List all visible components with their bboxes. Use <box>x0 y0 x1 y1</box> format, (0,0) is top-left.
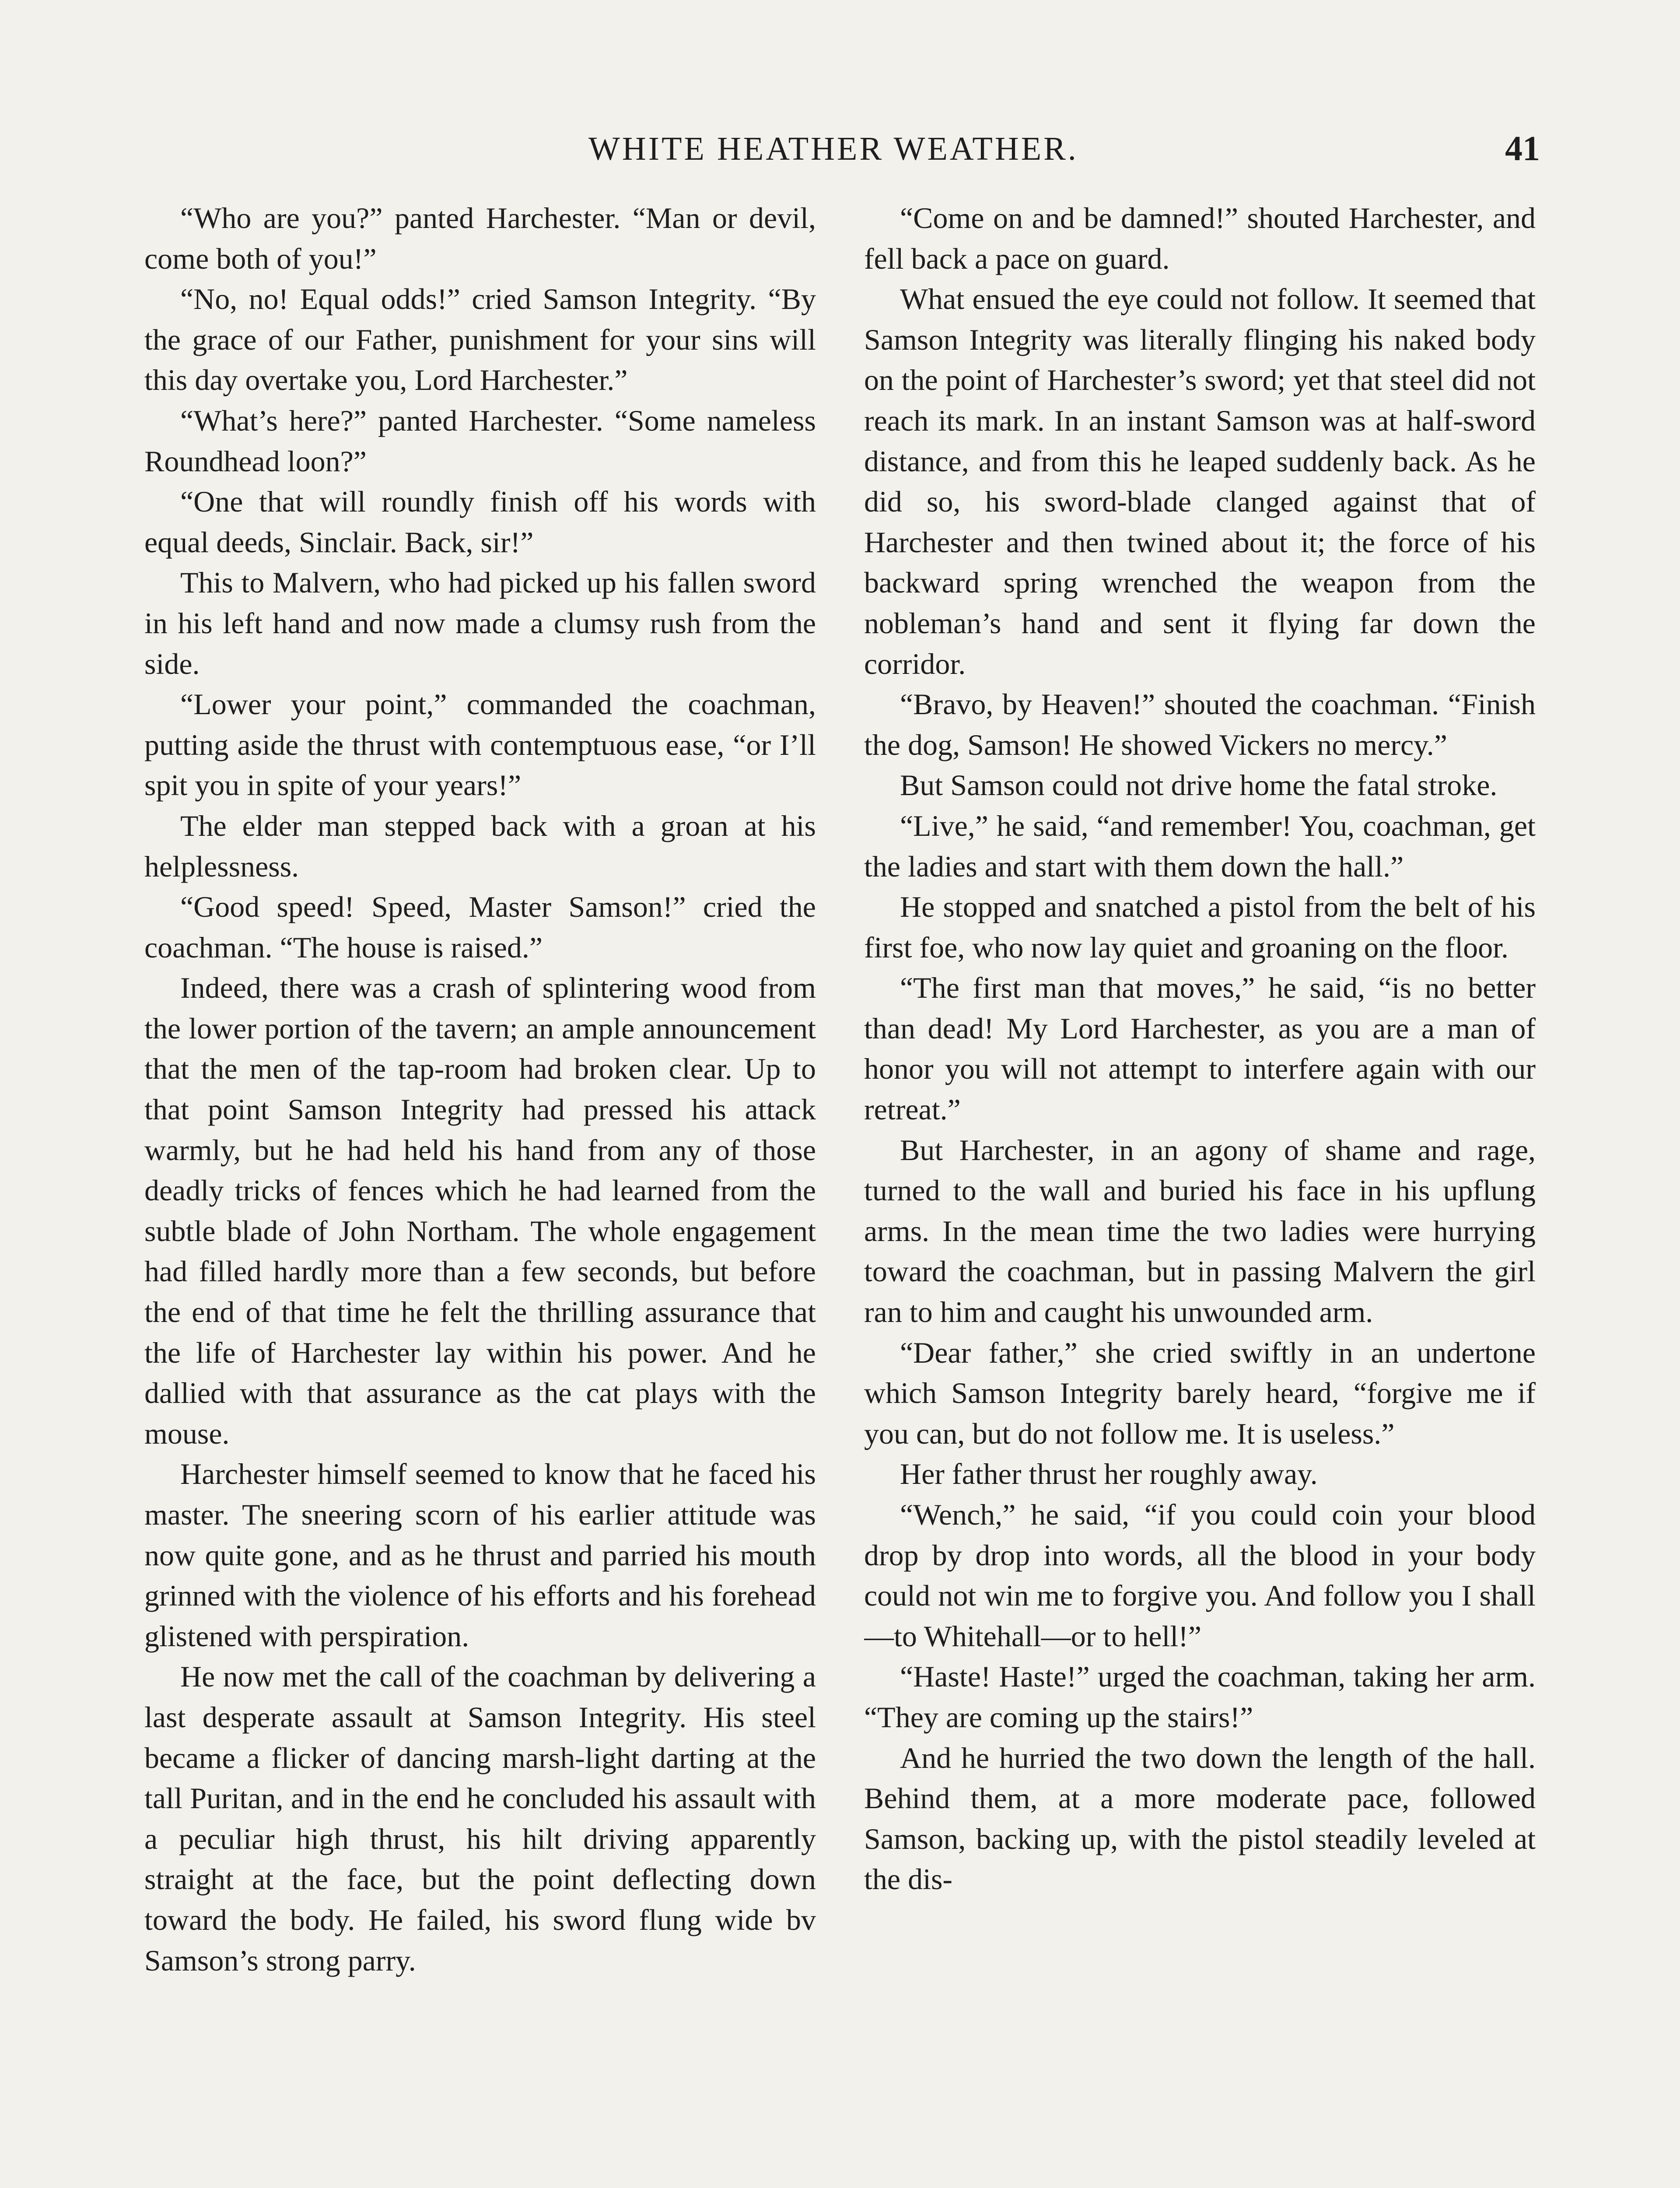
paragraph: Harchester himself seemed to know that he faced his master. The sneering scorn of his earlier attitude was now quite gone, and as he thrust and parried his mouth grinned with the violence of his efforts and his forehead glistened with perspiration. <box>144 1457 816 1653</box>
paragraph: But Samson could not drive home the fatal stroke. <box>900 768 1498 802</box>
paragraph: “Live,” he said, “and remember! You, coachman, get the ladies and start with them down the hall.” <box>864 809 1536 883</box>
paragraph: And he hurried the two down the length of the hall. Behind them, at a more moderate pace, followed Samson, backing up, with the pistol steadily leveled at the dis- <box>864 1741 1536 1896</box>
paragraph: Her father thrust her roughly away. <box>900 1457 1318 1491</box>
running-title: WHITE HEATHER WEATHER. <box>588 130 1078 167</box>
paragraph: “One that will roundly finish off his words with equal deeds, Sinclair. Back, sir!” <box>144 485 816 559</box>
page-number: 41 <box>1505 130 1540 168</box>
paragraph: What ensued the eye could not follow. It seemed that Samson Integrity was literally flinging his naked body on the point of Harchester’s sword; yet that steel did not reach its mark. In an instant Samson was at half-sword distance, and from this he leaped suddenly back. As he did so, his sword-blade clanged against that of Harchester and then twined about it; the force of his backward spring wrenched the weapon from the nobleman’s hand and sent it flying far down the corridor. <box>864 282 1536 680</box>
paragraph: “Dear father,” she cried swiftly in an undertone which Samson Integrity barely heard, “forgive me if you can, but do not follow me. It is useless.” <box>864 1336 1536 1450</box>
paragraph: He stopped and snatched a pistol from the belt of his first foe, who now lay quiet and groaning on the floor. <box>864 890 1536 964</box>
paragraph: He now met the call of the coachman by delivering a last desperate assault at Samson Integrity. His steel became a flicker of dancing marsh-light darting at the tall Puritan, and in the end he concluded his assault with a peculiar high thrust, his hilt driving apparently straight at the face, but the point deflecting down toward the body. He failed, his sword flung wide bv Samson’s strong parry. <box>144 1660 816 1977</box>
paragraph: The elder man stepped back with a groan at his helplessness. <box>144 809 816 883</box>
right-column <box>864 198 1536 2188</box>
paragraph: But Harchester, in an agony of shame and rage, turned to the wall and buried his face in his upflung arms. In the mean time the two ladies were hurrying toward the coachman, but in passing Malvern the girl ran to him and caught his unwounded arm. <box>864 1133 1536 1329</box>
paragraph: This to Malvern, who had picked up his fallen sword in his left hand and now made a clumsy rush from the side. <box>144 566 816 680</box>
paragraph: “Come on and be damned!” shouted Harchester, and fell back a pace on guard. <box>864 201 1536 275</box>
paragraph: “Wench,” he said, “if you could coin your blood drop by drop into words, all the blood in your body could not win me to forgive you. And follow you I shall—to Whitehall—or to hell!” <box>864 1498 1536 1653</box>
paragraph: “Who are you?” panted Harchester. “Man or devil, come both of you!” <box>144 201 816 275</box>
paragraph: “Lower your point,” commanded the coachman, putting aside the thrust with contemptuous ease, “or I’ll spit you in spite of your years!” <box>144 687 816 802</box>
paragraph: “Good speed! Speed, Master Samson!” cried the coachman. “The house is raised.” <box>144 890 816 964</box>
paragraph: “Haste! Haste!” urged the coachman, taking her arm. “They are coming up the stairs!” <box>864 1660 1536 1734</box>
paragraph: “The first man that moves,” he said, “is no better than dead! My Lord Harchester, as you are a man of honor you will not attempt to interfere again with our retreat.” <box>864 971 1536 1126</box>
paragraph: “What’s here?” panted Harchester. “Some nameless Roundhead loon?” <box>144 403 816 478</box>
paragraph: “Bravo, by Heaven!” shouted the coachman. “Finish the dog, Samson! He showed Vickers no mercy.” <box>864 687 1536 761</box>
paragraph: Indeed, there was a crash of splintering wood from the lower portion of the tavern; an ample announcement that the men of the tap-room had broken clear. Up to that point Samson Integrity had pressed his attack warmly, but he had held his hand from any of those deadly tricks of fences which he had learned from the subtle blade of John Northam. The whole engagement had filled hardly more than a few seconds, but before the end of that time he felt the thrilling assurance that the life of Harchester lay within his power. And he dallied with that assurance as the cat plays with the mouse. <box>144 971 816 1450</box>
running-head <box>127 127 1540 175</box>
paragraph: “No, no! Equal odds!” cried Samson Integrity. “By the grace of our Father, punishment for your sins will this day overtake you, Lord Harchester.” <box>144 282 816 397</box>
left-column <box>144 198 816 2188</box>
